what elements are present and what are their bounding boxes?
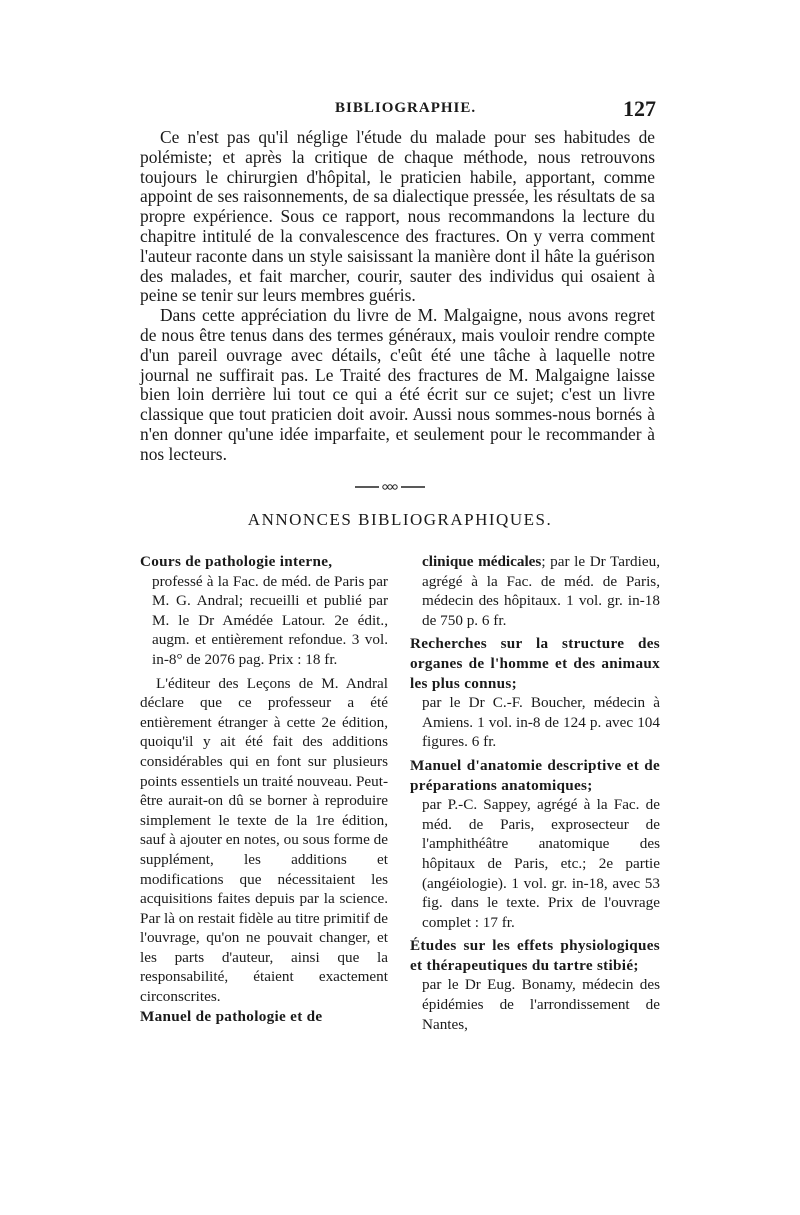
entry-title-continuation: clinique médicales <box>422 553 542 570</box>
entry-body: par P.-C. Sappey, agrégé à la Fac. de méd. de Paris, exprosecteur de l'amphithéâtre anatomique des hôpitaux de Paris, etc.; 2e partie (angéiologie). 1 vol. gr. in-18, avec 53 fig. dans le texte. Prix de l'ouvrage complet : 17 fr. <box>422 796 660 931</box>
announcement-entry <box>410 756 660 932</box>
review-paragraph-2: Dans cette appréciation du livre de M. Malgaigne, nous avons regret de nous être tenus dans des termes généraux, mais vouloir rendre compte d'un pareil ouvrage avec détails, c'eût été une tâche à laquelle notre journal ne suffirait pas. Le Traité des fractures de M. Malgaigne laisse bien loin derrière lui tout ce qui a été écrit sur ce sujet; c'est un livre classique que tout praticien doit avoir. Aussi nous sommes-nous bornés à n'en donner qu'une idée imparfaite, et seulement pour le recommander à nos lecteurs. <box>140 305 655 464</box>
section-title: ANNONCES BIBLIOGRAPHIQUES. <box>247 510 553 529</box>
page-header <box>140 96 660 126</box>
announcement-entry <box>140 552 388 670</box>
review-paragraph-1: Ce n'est pas qu'il néglige l'étude du malade pour ses habitudes de polémiste; et après la critique de chaque méthode, nous retrouvons toujours le chirurgien d'hôpital, le praticien habile, apportant, comme appoint de ses raisonnements, de sa dialectique pressée, les résultats de sa propre expérience. Sous ce rapport, nous recommandons la lecture du chapitre intitulé de la convalescence des fractures. On y verra comment l'auteur raconte dans un style saisissant la manière dont il hâte la guérison des malades, et fait marcher, courir, sauter des individus qui osaient à peine se tenir sur leurs membres guéris. <box>140 127 655 306</box>
section-divider-ornament <box>355 482 425 492</box>
entry-continuation <box>410 552 660 630</box>
entry-title: Cours de pathologie interne, <box>140 553 333 570</box>
entry-title: Études sur les effets physiologiques et thérapeutiques du tartre stibié; <box>410 937 660 974</box>
announcement-entry <box>410 936 660 1034</box>
commentary-paragraph: L'éditeur des Leçons de M. Andral déclare que ce professeur a été entièrement étranger à cette 2e édition, quoiqu'il y ait été fait des additions considérables qui en font sur plusieurs points essentiels un traité nouveau. Peut-être aurait-on dû se borner à reproduire simplement le texte de la 1re édition, sauf à ajouter en notes, ou sous forme de supplément, les additions et modifications que nécessitaient les acquisitions faites depuis par la science. Par là on restait fidèle au titre primitif de l'ouvrage, qu'on ne pouvait changer, et les parts d'auteur, ainsi que la responsabilité, étaient exactement circonscrites. <box>140 674 389 1006</box>
announcement-entry <box>140 1007 388 1027</box>
right-column <box>410 552 660 1038</box>
running-title: BIBLIOGRAPHIE. <box>335 100 477 116</box>
entry-title: Manuel de pathologie et de <box>140 1007 323 1025</box>
review-text <box>140 128 655 465</box>
entry-body: ; par le Dr Tardieu, agrégé à la Fac. de méd. de Paris, médecin des hôpitaux. 1 vol. gr. in-18 de 750 p. 6 fr. <box>422 553 660 629</box>
entry-title: Recherches sur la structure des organes de l'homme et des animaux les plus connus; <box>410 635 660 692</box>
entry-title: Manuel d'anatomie descriptive et de préparations anatomiques; <box>410 756 660 794</box>
announcement-entry <box>410 634 660 752</box>
entry-body: par le Dr Eug. Bonamy, médecin des épidémies de l'arrondissement de Nantes, <box>422 976 660 1033</box>
page-number: 127 <box>623 96 656 121</box>
left-column <box>140 552 388 1030</box>
entry-body: professé à la Fac. de méd. de Paris par M. G. Andral; recueilli et publié par M. le Dr Amédée Latour. 2e édit., augm. et entièrement refondue. 3 vol. in-8° de 2076 pag. Prix : 18 fr. <box>152 572 388 668</box>
entry-body: par le Dr C.-F. Boucher, médecin à Amiens. 1 vol. in-8 de 124 p. avec 104 figures. 6 fr. <box>422 694 660 751</box>
